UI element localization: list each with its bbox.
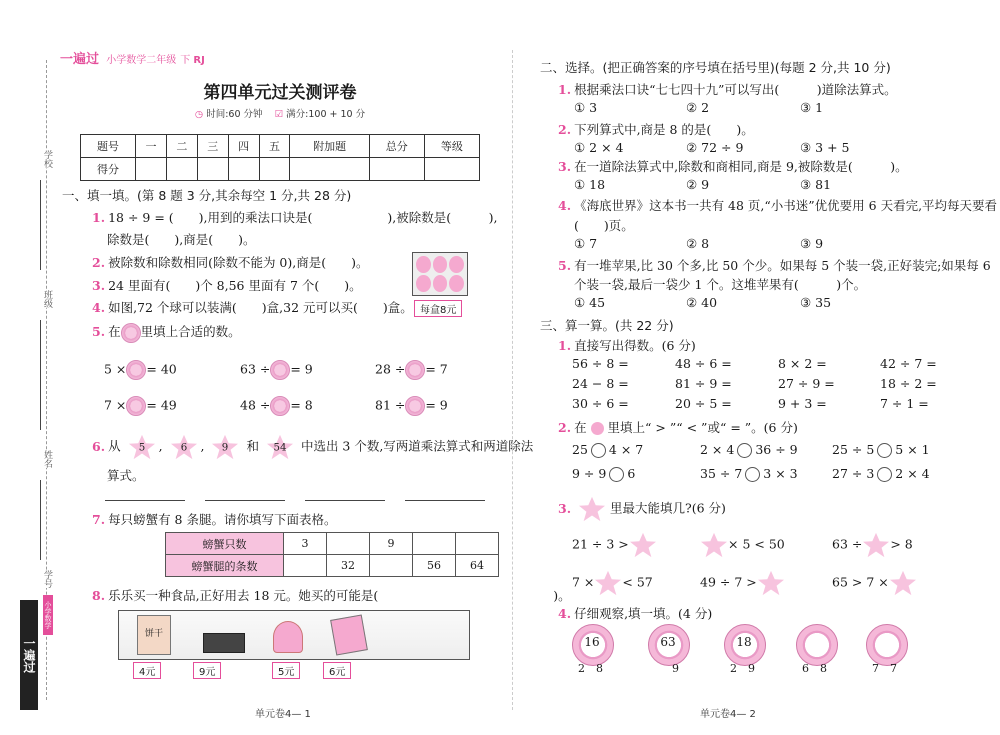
q4-text: 如图,72 个球可以装满( )盒,32 元可以买( )盒。 xyxy=(108,300,413,315)
crab-cell[interactable]: 56 xyxy=(413,555,456,577)
flower-right-leaf[interactable]: 7 xyxy=(890,662,897,675)
q5-item xyxy=(104,396,177,416)
s2-q5-text-a: 有一堆苹果,比 30 个多,比 50 个少。如果每 5 个装一袋,正好装完;如果每 6 xyxy=(574,258,991,273)
snack-bag-icon xyxy=(330,614,368,655)
price-tag: 5元 xyxy=(272,662,300,679)
calc-item[interactable]: 20 ÷ 5 = xyxy=(675,396,732,411)
flower-left-leaf[interactable]: 7 xyxy=(872,662,879,675)
score-row-label: 得分 xyxy=(81,158,136,181)
header-subtitle: 小学数学二年级 xyxy=(106,55,177,66)
star-post: × 5 < 50 xyxy=(728,536,785,552)
price-tag: 6元 xyxy=(323,662,351,679)
calc-item[interactable]: 7 ÷ 1 = xyxy=(880,396,929,411)
star-blank[interactable] xyxy=(889,570,917,596)
score-table-score-row xyxy=(81,158,480,181)
star-blank[interactable] xyxy=(862,532,890,558)
section1-heading: 一、填一填。(第 8 题 3 分,其余每空 1 分,共 28 分) xyxy=(62,188,352,203)
q6-number: 5 xyxy=(138,442,145,454)
page-number-left: 单元卷4— 1 xyxy=(255,709,311,720)
option[interactable]: ① 45 xyxy=(574,295,606,310)
score-head-cell: 题号 xyxy=(81,135,136,158)
page-divider xyxy=(512,50,513,710)
crab-row-label: 螃蟹只数 xyxy=(166,533,284,555)
q5-item xyxy=(240,360,313,380)
s2-q4 xyxy=(558,196,997,214)
star-icon xyxy=(125,434,159,460)
s2-q5 xyxy=(558,256,991,274)
crab-cell[interactable]: 9 xyxy=(370,533,413,555)
score-head-cell: 一 xyxy=(136,135,167,158)
question-number: 7. xyxy=(92,512,106,527)
option[interactable]: ② 9 xyxy=(686,177,710,192)
q2-line xyxy=(92,253,368,271)
flower-blank[interactable] xyxy=(270,396,290,416)
q6-number: 54 xyxy=(273,442,287,454)
page-number-right: 单元卷4— 2 xyxy=(700,709,756,720)
brand-vertical: 一遍过 xyxy=(20,600,38,710)
ball-icon xyxy=(416,275,431,292)
score-input-cell[interactable] xyxy=(197,158,228,181)
crab-cell[interactable]: 3 xyxy=(284,533,327,555)
header-logo xyxy=(60,48,205,67)
crab-table xyxy=(165,532,499,577)
compare-item xyxy=(700,442,798,458)
cookie-box-icon: 饼干 xyxy=(137,615,171,655)
question-number: 2. xyxy=(92,255,106,270)
question-number: 4. xyxy=(92,300,106,315)
crab-cell[interactable] xyxy=(284,555,327,577)
option[interactable]: ③ 9 xyxy=(800,236,824,251)
question-number: 3. xyxy=(558,500,572,516)
price-tag: 9元 xyxy=(193,662,221,679)
crab-cell[interactable] xyxy=(327,533,370,555)
score-input-cell[interactable] xyxy=(369,158,424,181)
q6-number: 6 xyxy=(180,442,187,454)
cmp-left: 2 × 4 xyxy=(700,442,735,457)
s2-q3-text: 在一道除法算式中,除数和商相同,商是 9,被除数是( )。 xyxy=(574,159,908,174)
cmp-left: 27 ÷ 3 xyxy=(832,466,875,481)
name-label: 姓名 xyxy=(42,450,52,468)
cmp-right: 36 ÷ 9 xyxy=(755,442,798,457)
q6-and: 和 xyxy=(246,438,259,454)
star-item xyxy=(700,570,785,596)
q1-line1 xyxy=(92,208,497,226)
score-input-cell[interactable] xyxy=(166,158,197,181)
star-item xyxy=(572,570,653,596)
s2-q4-text-a: 《海底世界》这本书一共有 48 页,“小书迷”优优要用 6 天看完,平均每天要看 xyxy=(574,198,998,213)
flower-icon xyxy=(796,624,838,666)
s2-q1 xyxy=(558,80,897,98)
crab-cell[interactable]: 64 xyxy=(456,555,499,577)
section3-heading: 三、算一算。(共 22 分) xyxy=(540,318,674,333)
q5-item-post: = 9 xyxy=(290,361,313,377)
q1-text-b: 除数是( ),商是( )。 xyxy=(107,232,256,247)
name-underline xyxy=(40,480,41,560)
calc-item[interactable]: 18 ÷ 2 = xyxy=(880,376,937,391)
option[interactable]: ① 7 xyxy=(574,236,598,251)
score-head-cell: 三 xyxy=(197,135,228,158)
cmp-right: 3 × 3 xyxy=(763,466,798,481)
score-table xyxy=(80,134,480,181)
compare-circle[interactable] xyxy=(877,467,892,482)
s3-q3-post: 里最大能填几?(6 分) xyxy=(610,500,726,516)
star-post: < 57 xyxy=(622,574,653,590)
score-head-cell: 附加题 xyxy=(290,135,369,158)
box-price-label: 每盒8元 xyxy=(414,300,462,317)
q5-item xyxy=(375,396,448,416)
q5-item-post: = 8 xyxy=(290,397,313,413)
id-label: 学号 xyxy=(42,570,52,588)
star-post: > 8 xyxy=(890,536,913,552)
flower-puzzle-item xyxy=(566,622,618,678)
question-number: 5. xyxy=(558,258,572,273)
option[interactable]: ① 2 × 4 xyxy=(574,140,624,155)
s3-q2-post: 里填上“ > ”“ < ”或“ = ”。(6 分) xyxy=(607,420,798,435)
option[interactable]: ③ 3 + 5 xyxy=(800,140,850,155)
calc-item[interactable]: 8 × 2 = xyxy=(778,356,827,371)
calc-item[interactable]: 30 ÷ 6 = xyxy=(572,396,629,411)
flower-right-leaf[interactable]: 9 xyxy=(672,662,679,675)
score-table-header-row xyxy=(81,135,480,158)
option[interactable]: ① 3 xyxy=(574,100,598,115)
flower-puzzle-item xyxy=(790,622,842,678)
star-item xyxy=(832,570,917,596)
binding-strip xyxy=(0,0,58,735)
star-item xyxy=(700,532,785,558)
pink-circle-icon xyxy=(591,422,604,435)
crab-legs-row xyxy=(166,555,499,577)
q3-text: 24 里面有( )个 8,56 里面有 7 个( )。 xyxy=(108,278,362,293)
q6-line: 6. 从 5 , 6 , 9 和 54 中选出 3 个数,写两道乘法算式和两道除法 xyxy=(92,434,533,460)
compare-circle[interactable] xyxy=(745,467,760,482)
flower-blank[interactable] xyxy=(126,396,146,416)
star-pre: 49 ÷ 7 > xyxy=(700,574,757,590)
score-input-cell[interactable] xyxy=(259,158,290,181)
question-number: 4. xyxy=(558,606,572,621)
flower-right-leaf[interactable]: 8 xyxy=(596,662,603,675)
q5-item-post: = 7 xyxy=(425,361,448,377)
question-number: 2. xyxy=(558,420,572,435)
q6-text-b: 算式。 xyxy=(107,468,145,483)
question-number: 3. xyxy=(558,159,572,174)
flower-icon xyxy=(866,624,908,666)
q5-item-post: = 49 xyxy=(146,397,177,413)
question-number: 3. xyxy=(92,278,106,293)
s3-q4-text: 仔细观察,填一填。(4 分) xyxy=(574,606,713,621)
grade-mark: 下 xyxy=(180,55,191,66)
flower-left-leaf[interactable]: 2 xyxy=(730,662,737,675)
checkbox-icon: ☑ xyxy=(274,109,284,120)
q5-item-pre: 7 × xyxy=(104,397,127,413)
crab-row-label: 螃蟹腿的条数 xyxy=(166,555,284,577)
q5-line xyxy=(92,322,241,343)
question-number: 2. xyxy=(558,122,572,137)
s3-q2 xyxy=(558,418,798,436)
star-pre: 65 > 7 × xyxy=(832,574,889,590)
brand-sub-vertical: 小学数学 xyxy=(43,595,53,635)
crab-cell[interactable] xyxy=(413,533,456,555)
q5-item-post: = 40 xyxy=(146,361,177,377)
s2-q3 xyxy=(558,157,908,175)
s2-q4-text-b: ( )页。 xyxy=(574,218,634,233)
question-number: 1. xyxy=(92,210,106,225)
edition-label: RJ xyxy=(193,55,205,66)
crab-cell[interactable] xyxy=(456,533,499,555)
calc-item[interactable]: 27 ÷ 9 = xyxy=(778,376,835,391)
star-icon xyxy=(578,496,606,522)
q5-item-pre: 48 ÷ xyxy=(240,397,271,413)
calc-item[interactable]: 48 ÷ 6 = xyxy=(675,356,732,371)
flower-puzzle-item xyxy=(718,622,770,678)
star-blank[interactable] xyxy=(594,570,622,596)
s3-q4 xyxy=(558,604,712,622)
answer-line[interactable] xyxy=(305,500,385,501)
ball-icon xyxy=(449,275,464,292)
compare-circle[interactable] xyxy=(737,443,752,458)
cmp-right: 6 xyxy=(627,466,636,481)
score-head-cell: 五 xyxy=(259,135,290,158)
q6-number: 9 xyxy=(222,442,229,454)
s3-q1 xyxy=(558,336,696,354)
option[interactable]: ② 40 xyxy=(686,295,718,310)
score-input-cell[interactable] xyxy=(136,158,167,181)
score-head-cell: 二 xyxy=(166,135,197,158)
star-blank[interactable] xyxy=(629,532,657,558)
section2-heading: 二、选择。(把正确答案的序号填在括号里)(每题 2 分,共 10 分) xyxy=(540,60,891,75)
star-blank[interactable] xyxy=(700,532,728,558)
clock-icon: ◷ xyxy=(194,109,204,120)
exam-meta xyxy=(60,106,500,120)
ball-icon xyxy=(416,256,431,273)
calc-item[interactable]: 81 ÷ 9 = xyxy=(675,376,732,391)
score-head-cell: 四 xyxy=(228,135,259,158)
compare-item xyxy=(700,466,798,482)
q6-post: 中选出 3 个数,写两道乘法算式和两道除法 xyxy=(300,438,534,454)
star-icon xyxy=(263,434,297,460)
star-item xyxy=(572,532,657,558)
q5-item xyxy=(104,360,177,380)
score-head-cell: 总分 xyxy=(369,135,424,158)
cmp-left: 35 ÷ 7 xyxy=(700,466,743,481)
compare-item xyxy=(832,442,930,458)
q8-line xyxy=(92,586,571,604)
s3-q1-text: 直接写出得数。(6 分) xyxy=(574,338,696,353)
s3-q2-pre: 在 xyxy=(574,420,587,435)
calc-item[interactable]: 24 − 8 = xyxy=(572,376,629,391)
option[interactable]: ② 8 xyxy=(686,236,710,251)
question-number: 1. xyxy=(558,82,572,97)
flower-right-leaf[interactable]: 9 xyxy=(748,662,755,675)
chocolate-icon xyxy=(203,633,245,653)
score-input-cell[interactable] xyxy=(290,158,369,181)
compare-item xyxy=(572,466,635,482)
q5-item-pre: 28 ÷ xyxy=(375,361,406,377)
s2-q5-text-b: 个装一袋,最后一袋少 1 个。这堆苹果有( )个。 xyxy=(574,277,867,292)
full-score: 满分:100 + 10 分 xyxy=(286,109,366,120)
q5-item xyxy=(240,396,313,416)
school-label: 学校 xyxy=(42,150,52,168)
compare-item xyxy=(832,466,930,482)
s2-q2-text: 下列算式中,商是 8 的是( )。 xyxy=(574,122,754,137)
option[interactable]: ① 18 xyxy=(574,177,606,192)
ball-box-image xyxy=(412,252,468,296)
q8-text: 乐乐买一种食品,正好用去 18 元。她买的可能是( )。 xyxy=(108,588,571,603)
compare-item xyxy=(572,442,643,458)
option[interactable]: ② 2 xyxy=(686,100,710,115)
s2-q1-text: 根据乘法口诀“七七四十九”可以写出( )道除法算式。 xyxy=(574,82,897,97)
time-limit: 时间:60 分钟 xyxy=(206,109,263,120)
calc-item[interactable]: 42 ÷ 7 = xyxy=(880,356,937,371)
star-pre: 21 ÷ 3 > xyxy=(572,536,629,552)
s2-q2 xyxy=(558,120,754,138)
ball-icon xyxy=(433,256,448,273)
q4-line xyxy=(92,298,413,316)
q6-pre: 从 xyxy=(108,438,121,454)
option[interactable]: ③ 81 xyxy=(800,177,832,192)
q5-post: 里填上合适的数。 xyxy=(140,324,241,339)
answer-line[interactable] xyxy=(405,500,485,501)
cmp-left: 25 ÷ 5 xyxy=(832,442,875,457)
q5-pre: 在 xyxy=(108,324,121,339)
compare-circle[interactable] xyxy=(877,443,892,458)
flower-left-leaf[interactable]: 6 xyxy=(802,662,809,675)
q5-item-pre: 63 ÷ xyxy=(240,361,271,377)
question-number: 8. xyxy=(92,588,106,603)
flower-blank[interactable] xyxy=(405,396,425,416)
price-tag: 4元 xyxy=(133,662,161,679)
option[interactable]: ③ 1 xyxy=(800,100,824,115)
score-input-cell[interactable] xyxy=(424,158,479,181)
q5-item-pre: 5 × xyxy=(104,361,127,377)
flower-blank[interactable] xyxy=(126,360,146,380)
school-underline xyxy=(40,180,41,270)
calc-item[interactable]: 56 ÷ 8 = xyxy=(572,356,629,371)
crab-count-row xyxy=(166,533,499,555)
flower-center[interactable]: 18 xyxy=(736,635,752,649)
flower-puzzle-item xyxy=(860,622,912,678)
logo-text: 一遍过 xyxy=(60,52,100,67)
question-number: 5. xyxy=(92,324,106,339)
answer-line[interactable] xyxy=(105,500,185,501)
cupcake-icon xyxy=(273,621,303,653)
flower-icon xyxy=(121,323,141,343)
question-number: 4. xyxy=(558,198,572,213)
calc-item[interactable]: 9 + 3 = xyxy=(778,396,827,411)
ball-icon xyxy=(433,275,448,292)
q5-item-pre: 81 ÷ xyxy=(375,397,406,413)
class-label: 班级 xyxy=(42,290,52,308)
flower-left-leaf[interactable]: 2 xyxy=(578,662,585,675)
food-shelf-image xyxy=(118,610,470,660)
s3-q3 xyxy=(558,496,726,522)
cmp-left: 9 ÷ 9 xyxy=(572,466,607,481)
flower-center[interactable]: 63 xyxy=(660,635,676,649)
answer-line[interactable] xyxy=(205,500,285,501)
q3-line xyxy=(92,276,362,294)
star-pre: 63 ÷ xyxy=(832,536,863,552)
flower-blank[interactable] xyxy=(270,360,290,380)
option[interactable]: ③ 35 xyxy=(800,295,832,310)
cmp-right: 5 × 1 xyxy=(895,442,930,457)
page-title: 第四单元过关测评卷 xyxy=(203,83,357,103)
flower-right-leaf[interactable]: 8 xyxy=(820,662,827,675)
star-blank[interactable] xyxy=(757,570,785,596)
q7-text: 每只螃蟹有 8 条腿。请你填写下面表格。 xyxy=(108,512,337,527)
question-number: 1. xyxy=(558,338,572,353)
ball-icon xyxy=(449,256,464,273)
flower-center[interactable]: 16 xyxy=(584,635,600,649)
q2-text: 被除数和除数相同(除数不能为 0),商是( )。 xyxy=(108,255,369,270)
class-underline xyxy=(40,320,41,430)
q5-item xyxy=(375,360,448,380)
crab-cell[interactable]: 32 xyxy=(327,555,370,577)
score-input-cell[interactable] xyxy=(228,158,259,181)
star-item xyxy=(832,532,913,558)
compare-circle[interactable] xyxy=(591,443,606,458)
q5-item-post: = 9 xyxy=(425,397,448,413)
q1-text-a: 18 ÷ 9 = ( ),用到的乘法口诀是( ),被除数是( ), xyxy=(108,210,498,225)
star-icon xyxy=(167,434,201,460)
question-number: 6. xyxy=(92,438,106,454)
crab-cell[interactable] xyxy=(370,555,413,577)
flower-puzzle-item xyxy=(642,622,694,678)
star-pre: 7 × xyxy=(572,574,595,590)
compare-circle[interactable] xyxy=(609,467,624,482)
score-head-cell: 等级 xyxy=(424,135,479,158)
option[interactable]: ② 72 ÷ 9 xyxy=(686,140,744,155)
cmp-right: 2 × 4 xyxy=(895,466,930,481)
q7-line xyxy=(92,510,336,528)
cmp-left: 25 xyxy=(572,442,588,457)
star-icon xyxy=(208,434,242,460)
flower-blank[interactable] xyxy=(405,360,425,380)
cmp-right: 4 × 7 xyxy=(608,442,644,457)
